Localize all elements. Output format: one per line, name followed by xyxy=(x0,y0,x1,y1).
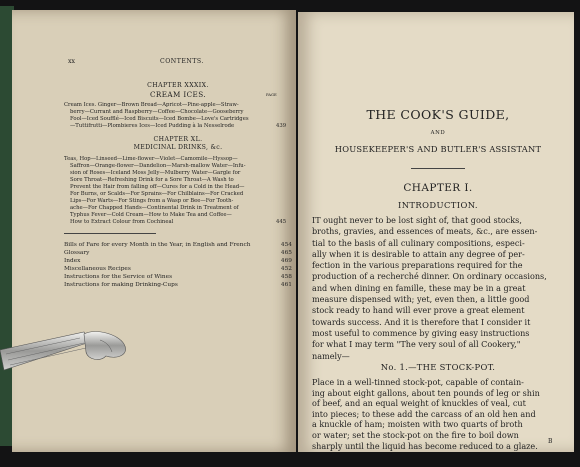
chapter-40-line-1: Teas, Hop—Linseed—Lime-flower—Violet—Camomile—Hyssop— xyxy=(64,156,238,162)
index-entry-label: Bills of Fare for every Month in the Year, in English and French xyxy=(64,242,251,248)
chapter-40-line-6: For Burns, or Scalds—For Sprains—For Chilblains—For Cracked xyxy=(70,191,244,197)
index-entry-page: 452 xyxy=(280,266,292,272)
index-entry-label: Instructions for making Drinking-Cups xyxy=(64,282,178,288)
index-entry xyxy=(64,274,292,281)
intro-line: production of a recherché dinner. On ordinary occasions, xyxy=(312,271,547,282)
chapter-40-line-2: Saffron—Orange-flower—Dandelion—Marsh-mallow Water—Infu- xyxy=(70,163,246,169)
intro-line: stock ready to hand will ever prove a great element xyxy=(312,305,525,316)
chapter-39-line-1: Cream Ices. Ginger—Brown Bread—Apricot—Pine-apple—Straw- xyxy=(64,102,239,108)
section-line: or water; set the stock-pot on the fire to boil down xyxy=(312,429,519,440)
chapter-39-title: CREAM ICES. xyxy=(150,90,206,99)
section-line: sharply until the liquid has become reduced to a glaze. xyxy=(312,440,538,451)
title-and: AND xyxy=(430,130,446,136)
index-entry-page: 458 xyxy=(280,274,292,280)
intro-paragraph xyxy=(312,215,547,362)
index-entry-label: Glossary xyxy=(64,250,90,256)
chapter-40-line-5: Prevent the Hair from falling off—Cures for a Cold in the Head— xyxy=(70,184,245,190)
intro-line: and when dining en famille, these may be in a great xyxy=(312,282,526,293)
intro-line: fection in the various preparations required for the xyxy=(312,260,523,271)
intro-line: IT ought never to be lost sight of, that good stocks, xyxy=(312,215,522,225)
intro-line: towards success. And it is therefore that I consider it xyxy=(312,316,531,327)
chapter-40-heading: CHAPTER XL. xyxy=(153,136,203,143)
chapter-39-heading: CHAPTER XXXIX. xyxy=(147,82,209,89)
page-number: xx xyxy=(68,58,75,65)
chapter-40-title: MEDICINAL DRINKS, &c. xyxy=(133,144,223,151)
index-entry-label: Miscellaneous Recipes xyxy=(64,266,131,272)
chapter-39-line-2: berry—Currant and Raspberry—Coffee—Chocolate—Gooseberry xyxy=(70,109,244,115)
section-line: of beef, and an equal weight of knuckles of veal, cut xyxy=(312,398,526,409)
chapter-heading: CHAPTER I. xyxy=(403,182,473,194)
book-title: THE COOK'S GUIDE, xyxy=(366,107,510,122)
chapter-39-line-3: Fool—Iced Soufflé—Iced Biscuits—Iced Bombe—Love's Cartridges xyxy=(70,116,249,122)
chapter-40-page-ref: 445 xyxy=(276,219,287,225)
chapter-39-line-4: —Tuttifrutti—Plombieres Ices—Iced Pudding à la Nesselrode xyxy=(70,123,235,129)
book-subtitle: HOUSEKEEPER'S AND BUTLER'S ASSISTANT xyxy=(334,144,542,154)
stock-pot-paragraph xyxy=(312,377,540,451)
section-heading: No. 1.—THE STOCK-POT. xyxy=(380,362,496,372)
section-divider xyxy=(64,233,156,234)
intro-line: ally when it is desirable to attain any degree of per- xyxy=(312,248,525,259)
intro-line: for what I may term "The very soul of all Cookery," xyxy=(312,339,521,350)
bookmark-clip xyxy=(0,330,140,378)
intro-line: measure dispensed with; yet, even then, a little good xyxy=(312,294,530,305)
index-entry-page: 469 xyxy=(280,258,292,264)
right-page xyxy=(298,12,574,452)
signature-mark: B xyxy=(548,438,553,445)
chapter-40-line-4: Sore Throat—Refreshing Drink for a Sore Throat—A Wash to xyxy=(70,177,234,183)
left-page xyxy=(12,10,296,452)
intro-line: most useful to commence by giving easy instructions xyxy=(312,327,530,338)
index-entry-page: 454 xyxy=(280,242,292,248)
index-entry xyxy=(64,250,292,257)
chapter-40-line-7: Lips—For Warts—For Stings from a Wasp or Bee—For Tooth- xyxy=(70,198,234,204)
index-entry xyxy=(64,242,292,249)
index-entry xyxy=(64,258,292,265)
section-line: ing about eight gallons, about ten pounds of leg or shin xyxy=(312,387,540,398)
section-line: a knuckle of ham; moisten with two quarts of broth xyxy=(312,419,523,430)
index-entry-page: 461 xyxy=(280,282,292,288)
section-line: Place in a well-tinned stock-pot, capable of contain- xyxy=(312,377,524,387)
intro-line: broths, gravies, and essences of meats, &c., are essen- xyxy=(312,226,538,237)
chapter-39-page-ref: 439 xyxy=(276,123,287,129)
chapter-40-line-10: How to Extract Colour from Cochineal xyxy=(70,219,174,225)
index-entry-label: Index xyxy=(64,258,81,264)
title-divider xyxy=(411,168,465,169)
index-entry-page: 465 xyxy=(280,250,292,256)
page-column-label: PAGE xyxy=(266,92,277,97)
intro-line: tial to the basis of all culinary compositions, especi- xyxy=(312,237,525,248)
index-entry xyxy=(64,282,292,289)
index-entry xyxy=(64,266,292,273)
index-entry-label: Instructions for the Service of Wines xyxy=(64,274,173,280)
chapter-40-line-9: Typhus Fever—Cold Cream—How to Make Tea and Coffee— xyxy=(70,212,232,218)
section-line: into pieces; to these add the carcass of an old hen and xyxy=(312,408,536,419)
intro-line: namely— xyxy=(312,350,350,361)
running-head: CONTENTS. xyxy=(160,58,204,65)
chapter-40-line-3: sion of Roses—Iceland Moss Jelly—Mulberry Water—Gargle for xyxy=(70,170,241,176)
chapter-title: INTRODUCTION. xyxy=(398,200,478,210)
chapter-40-line-8: ache—For Chapped Hands—Continental Drink in Treatment of xyxy=(70,205,239,211)
